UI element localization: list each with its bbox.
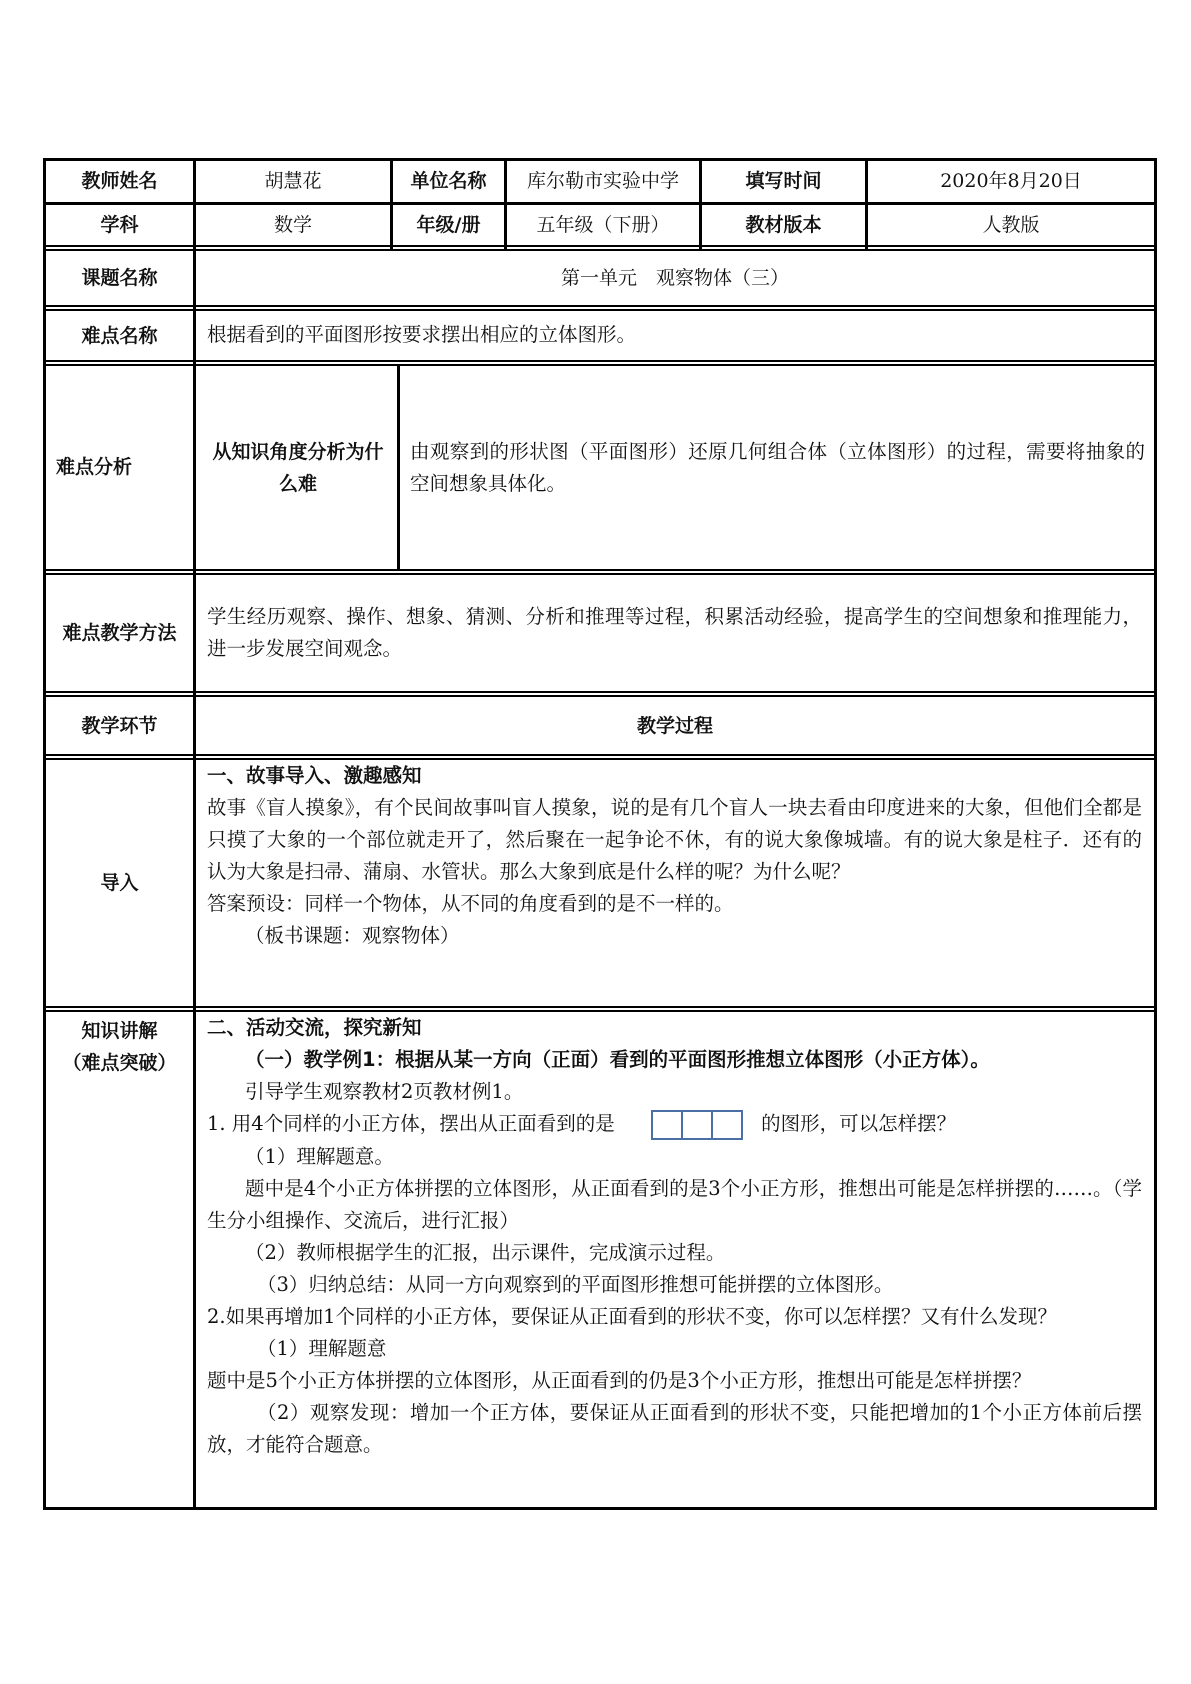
col-divider: [193, 158, 196, 1510]
q2-step-1-text: 题中是5个小正方体拼摆的立体图形，从正面看到的仍是3个小正方形，推想出可能是怎样拼摆？: [207, 1368, 1032, 1392]
grade-label: 年级/册: [416, 214, 481, 236]
square-shape: [681, 1110, 713, 1140]
unit-value: 库尔勒市实验中学: [526, 170, 679, 192]
knowledge-content: [207, 1012, 1142, 1461]
subject-value: 数学: [273, 214, 312, 236]
q2-step-2: （2）观察发现：增加一个正方体，要保证从正面看到的形状不变，只能把增加的1个小正方体前后摆放，才能符合题意。: [207, 1400, 1142, 1456]
border-bottom: [43, 1507, 1157, 1510]
topic-label: 课题名称: [81, 267, 158, 289]
method-value: 学生经历观察、操作、想象、猜测、分析和推理等过程，积累活动经验，提高学生的空间想象和推理能力，进一步发展空间观念。: [207, 605, 1142, 660]
step-1-text: 题中是4个小正方体拼摆的立体图形，从正面看到的是3个小正方形，推想出可能是怎样拼摆的……。（学生分小组操作、交流后，进行汇报）: [207, 1176, 1142, 1232]
border-top: [43, 158, 1157, 161]
process-label: 教学环节: [81, 715, 158, 737]
intro-title: 一、故事导入、激趣感知: [207, 764, 422, 787]
knowledge-title: 二、活动交流，探究新知: [207, 1016, 422, 1039]
square-shape: [711, 1110, 743, 1140]
method-label: 难点教学方法: [62, 622, 177, 644]
guide-text: 引导学生观察教材2页教材例1。: [245, 1080, 524, 1103]
row-divider: [43, 305, 1157, 307]
row-divider: [43, 309, 1157, 311]
example-title: （一）教学例1：根据从某一方向（正面）看到的平面图形推想立体图形（小正方体）。: [245, 1048, 990, 1071]
question-1-before: 1. 用4个同样的小正方体，摆出从正面看到的是: [207, 1112, 615, 1135]
intro-paragraph: 故事《盲人摸象》，有个民间故事叫盲人摸象，说的是有几个盲人一块去看由印度进来的大象，但他们全都是只摸了大象的一个部位就走开了，然后聚在一起争论不休，有的说大象像城墙。有的说大象是柱子．还有的认为大象是扫帚、蒲扇、水管状。那么大象到底是什么样的呢？为什么呢？: [207, 796, 1142, 883]
q2-step-1: （1）理解题意: [257, 1336, 387, 1360]
step-3: （3）归纳总结：从同一方向观察到的平面图形推想可能拼摆的立体图形。: [257, 1272, 894, 1296]
question-1: [207, 1108, 1142, 1141]
difficulty-label: 难点名称: [81, 325, 158, 347]
row-divider: [43, 364, 1157, 366]
row-divider: [43, 1006, 1157, 1008]
analysis-label: 难点分析: [56, 456, 133, 478]
edition-value: 人教版: [982, 214, 1040, 236]
intro-content: [207, 760, 1142, 952]
col-divider: [397, 364, 400, 571]
date-label: 填写时间: [745, 170, 822, 192]
difficulty-value: 根据看到的平面图形按要求摆出相应的立体图形。: [207, 323, 637, 346]
row-divider: [43, 754, 1157, 756]
question-2: 2.如果再增加1个同样的小正方体，要保证从正面看到的形状不变，你可以怎样摆？又有什么发现？: [207, 1304, 1058, 1328]
three-squares-figure: [651, 1109, 743, 1141]
square-shape: [651, 1110, 683, 1140]
row-divider: [43, 695, 1157, 697]
row-divider: [43, 573, 1157, 575]
process-value: 教学过程: [636, 715, 713, 737]
date-value: 2020年8月20日: [940, 170, 1082, 192]
analysis-value: 由观察到的形状图（平面图形）还原几何组合体（立体图形）的过程，需要将抽象的空间想象具体化。: [410, 440, 1145, 495]
row-divider: [43, 569, 1157, 571]
row-divider: [43, 245, 1157, 247]
row-divider: [43, 691, 1157, 693]
intro-board: （板书课题：观察物体）: [245, 924, 460, 947]
subject-label: 学科: [100, 214, 139, 236]
analysis-sub-label: 从知识角度分析为什么难: [212, 441, 384, 495]
knowledge-label: 知识讲解: [81, 1020, 158, 1042]
question-1-after: 的图形，可以怎样摆？: [761, 1112, 957, 1135]
intro-answer: 答案预设：同样一个物体，从不同的角度看到的是不一样的。: [207, 892, 734, 915]
step-2: （2）教师根据学生的汇报，出示课件，完成演示过程。: [245, 1240, 726, 1264]
teacher-label: 教师姓名: [81, 170, 158, 192]
knowledge-sub-label: （难点突破）: [62, 1052, 177, 1074]
step-1: （1）理解题意。: [245, 1144, 394, 1168]
teacher-value: 胡慧花: [264, 170, 322, 192]
topic-value: 第一单元 观察物体（三）: [560, 267, 789, 289]
row-divider: [43, 360, 1157, 362]
edition-label: 教材版本: [745, 214, 822, 236]
intro-label: 导入: [100, 872, 139, 894]
grade-value: 五年级（下册）: [536, 214, 670, 236]
unit-label: 单位名称: [410, 170, 487, 192]
row-divider: [43, 249, 1157, 251]
row-divider: [43, 202, 1157, 205]
